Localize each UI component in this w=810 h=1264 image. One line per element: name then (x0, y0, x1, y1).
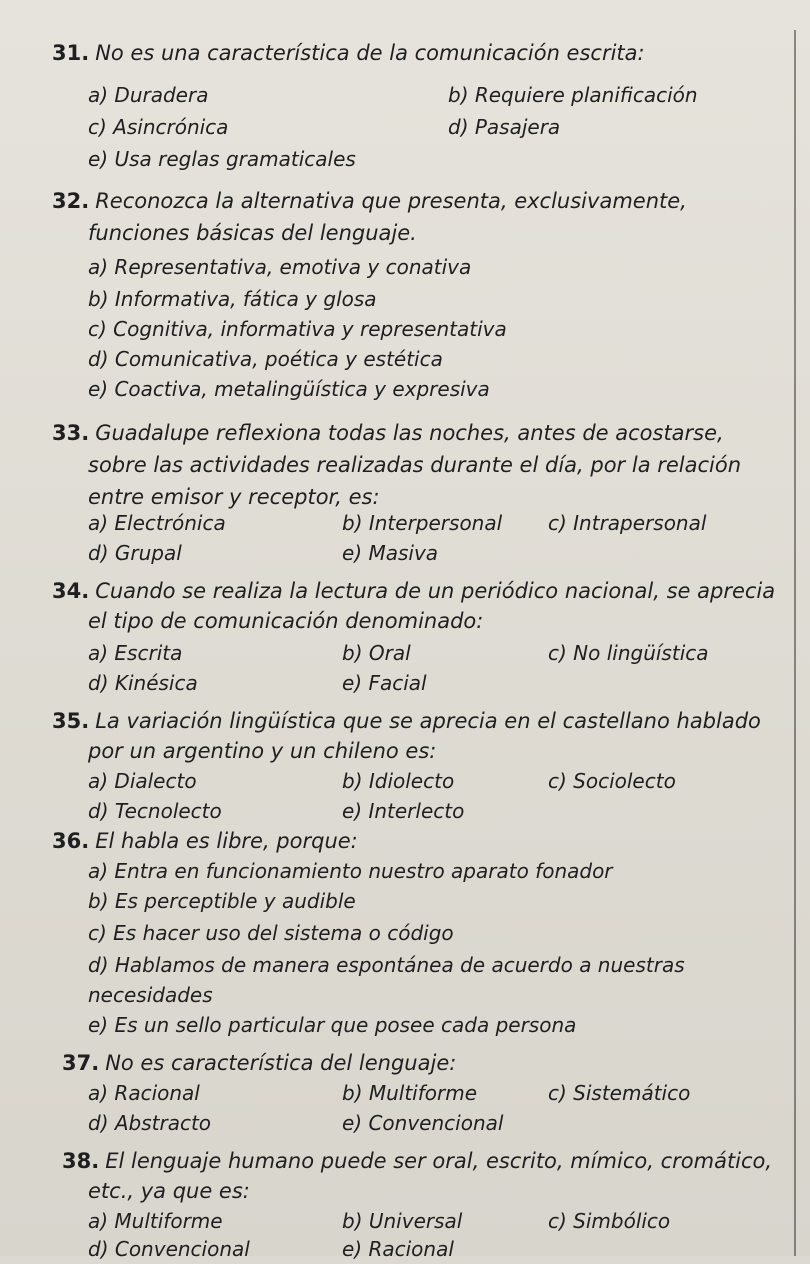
question-number: 33. (52, 421, 90, 445)
question-stem-line: 35. La variación lingüística que se aprecia en el castellano hablado (52, 709, 761, 733)
question-number: 37. (62, 1051, 100, 1075)
question-number: 38. (62, 1149, 100, 1173)
option-a[interactable]: a) Representativa, emotiva y conativa (88, 255, 472, 279)
question-stem-line: sobre las actividades realizadas durante el día, por la relación (88, 453, 742, 477)
option-b[interactable]: b) Universal (342, 1209, 463, 1233)
question-stem-line: 38. El lenguaje humano puede ser oral, escrito, mímico, cromático, (62, 1149, 773, 1173)
option-c[interactable]: c) Sociolecto (548, 769, 676, 793)
question-stem-line: el tipo de comunicación denominado: (88, 609, 484, 633)
option-b[interactable]: b) Requiere planificación (448, 83, 698, 107)
option-d[interactable]: d) Comunicativa, poética y estética (88, 347, 443, 371)
option-d-continued: necesidades (88, 983, 213, 1007)
option-a[interactable]: a) Duradera (88, 83, 209, 107)
option-e[interactable]: e) Racional (342, 1237, 454, 1261)
option-c[interactable]: c) No lingüística (548, 641, 709, 665)
question-stem-line: 37. No es característica del lenguaje: (62, 1051, 457, 1075)
option-e[interactable]: e) Masiva (342, 541, 439, 565)
option-b[interactable]: b) Es perceptible y audible (88, 889, 356, 913)
option-a[interactable]: a) Electrónica (88, 511, 226, 535)
question-number: 31. (52, 41, 90, 65)
option-e[interactable]: e) Convencional (342, 1111, 504, 1135)
question-number: 34. (52, 579, 90, 603)
option-a[interactable]: a) Multiforme (88, 1209, 223, 1233)
question-number: 35. (52, 709, 90, 733)
question-stem-line: 31. No es una característica de la comunicación escrita: (52, 41, 645, 65)
option-e[interactable]: e) Facial (342, 671, 427, 695)
question-stem-line: 32. Reconozca la alternativa que presenta, exclusivamente, (52, 189, 687, 213)
option-a[interactable]: a) Dialecto (88, 769, 197, 793)
option-a[interactable]: a) Racional (88, 1081, 200, 1105)
question-stem-line: entre emisor y receptor, es: (88, 485, 380, 509)
option-d[interactable]: d) Grupal (88, 541, 182, 565)
question-number: 36. (52, 829, 90, 853)
option-c[interactable]: c) Intrapersonal (548, 511, 707, 535)
margin-rule (794, 30, 796, 1256)
question-stem-line: funciones básicas del lenguaje. (88, 221, 417, 245)
option-b[interactable]: b) Multiforme (342, 1081, 478, 1105)
option-d[interactable]: d) Abstracto (88, 1111, 212, 1135)
option-b[interactable]: b) Informativa, fática y glosa (88, 287, 377, 311)
option-c[interactable]: c) Es hacer uso del sistema o código (88, 921, 454, 945)
option-b[interactable]: b) Idiolecto (342, 769, 455, 793)
option-a[interactable]: a) Escrita (88, 641, 183, 665)
question-number: 32. (52, 189, 90, 213)
question-stem-line: 33. Guadalupe reflexiona todas las noches, antes de acostarse, (52, 421, 724, 445)
option-c[interactable]: c) Cognitiva, informativa y representativa (88, 317, 507, 341)
option-c[interactable]: c) Simbólico (548, 1209, 671, 1233)
question-stem-line: 34. Cuando se realiza la lectura de un periódico nacional, se aprecia (52, 579, 776, 603)
option-b[interactable]: b) Interpersonal (342, 511, 503, 535)
option-d[interactable]: d) Hablamos de manera espontánea de acuerdo a nuestras (88, 953, 685, 977)
option-e[interactable]: e) Interlecto (342, 799, 465, 823)
option-d[interactable]: d) Tecnolecto (88, 799, 222, 823)
question-stem-line: 36. El habla es libre, porque: (52, 829, 358, 853)
option-d[interactable]: d) Pasajera (448, 115, 561, 139)
option-d[interactable]: d) Convencional (88, 1237, 250, 1261)
option-c[interactable]: c) Sistemático (548, 1081, 691, 1105)
question-stem-line: por un argentino y un chileno es: (88, 739, 437, 763)
option-e[interactable]: e) Es un sello particular que posee cada persona (88, 1013, 577, 1037)
option-c[interactable]: c) Asincrónica (88, 115, 229, 139)
option-a[interactable]: a) Entra en funcionamiento nuestro aparato fonador (88, 859, 613, 883)
option-d[interactable]: d) Kinésica (88, 671, 198, 695)
option-e[interactable]: e) Coactiva, metalingüística y expresiva (88, 377, 490, 401)
option-e[interactable]: e) Usa reglas gramaticales (88, 147, 356, 171)
question-stem-line: etc., ya que es: (88, 1179, 250, 1203)
option-b[interactable]: b) Oral (342, 641, 411, 665)
